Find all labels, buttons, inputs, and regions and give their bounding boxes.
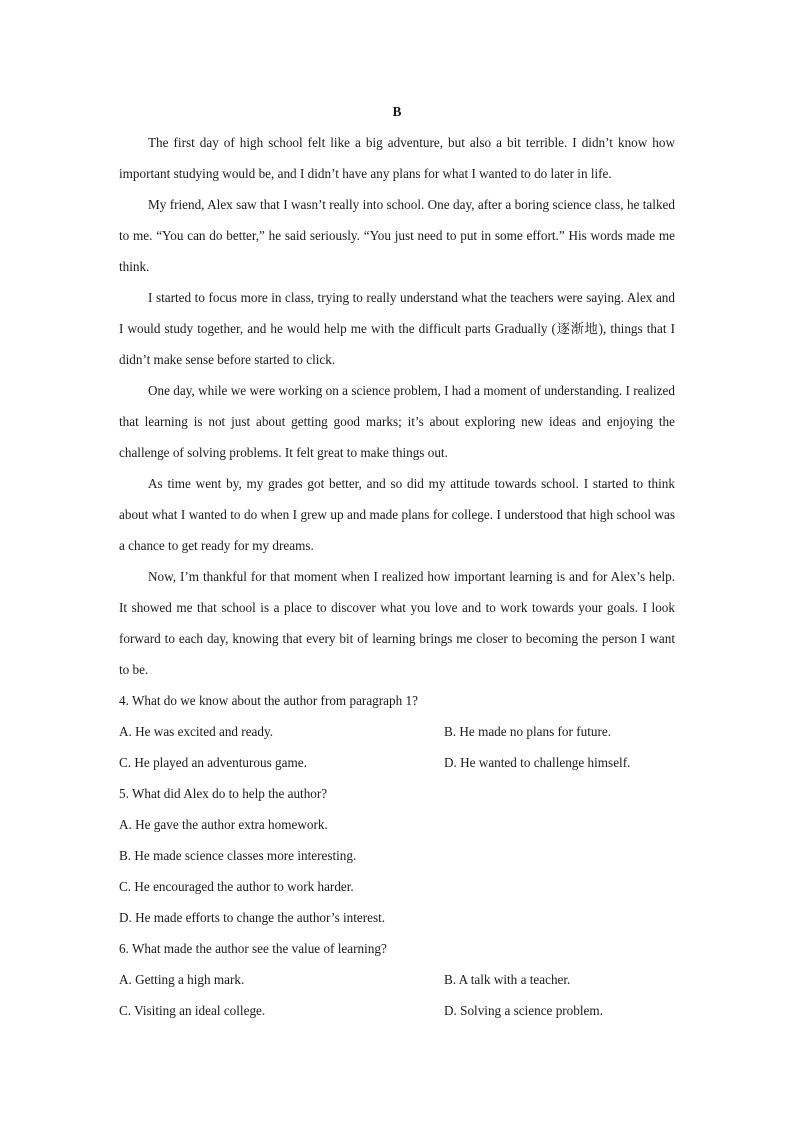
option-b: B. He made science classes more interesting. bbox=[119, 848, 357, 863]
question-stem: 6. What made the author see the value of learning? bbox=[119, 941, 387, 956]
option-a: A. He gave the author extra homework. bbox=[119, 817, 328, 832]
section-title: B bbox=[392, 104, 402, 119]
question-4 bbox=[119, 685, 675, 778]
document-page bbox=[119, 96, 675, 1026]
options-row bbox=[119, 995, 675, 1026]
option-b: B. He made no plans for future. bbox=[444, 724, 611, 739]
question-stem: 5. What did Alex do to help the author? bbox=[119, 786, 328, 801]
option-d: D. Solving a science problem. bbox=[444, 1003, 603, 1018]
paragraph-2: My friend, Alex saw that I wasn’t really into school. One day, after a boring science class, he talked to me. “You can do better,” he said seriously. “You just need to put in some effort.” His words made me think. bbox=[119, 197, 675, 274]
option-c: C. Visiting an ideal college. bbox=[119, 1003, 266, 1018]
question-stem: 4. What do we know about the author from paragraph 1? bbox=[119, 693, 418, 708]
options-row bbox=[119, 747, 675, 778]
question-6 bbox=[119, 933, 675, 1026]
option-a: A. Getting a high mark. bbox=[119, 972, 245, 987]
options-row bbox=[119, 964, 675, 995]
options-row bbox=[119, 716, 675, 747]
paragraph-3: I started to focus more in class, trying to really understand what the teachers were saying. Alex and I would study together, and he would help me with the difficult parts Gradually (逐渐地), things that I didn’t make sense before started to click. bbox=[119, 290, 675, 367]
paragraph-5: As time went by, my grades got better, and so did my attitude towards school. I started to think about what I wanted to do when I grew up and made plans for college. I understood that high school was a chance to get ready for my dreams. bbox=[119, 476, 675, 553]
option-d: D. He made efforts to change the author’s interest. bbox=[119, 910, 386, 925]
option-a: A. He was excited and ready. bbox=[119, 724, 274, 739]
option-b: B. A talk with a teacher. bbox=[444, 972, 571, 987]
paragraph-4: One day, while we were working on a science problem, I had a moment of understanding. I realized that learning is not just about getting good marks; it’s about exploring new ideas and enjoying the challenge of solving problems. It felt great to make things out. bbox=[119, 383, 675, 460]
paragraph-1: The first day of high school felt like a big adventure, but also a bit terrible. I didn’t know how important studying would be, and I didn’t have any plans for what I wanted to do later in life. bbox=[119, 135, 675, 181]
paragraph-6: Now, I’m thankful for that moment when I realized how important learning is and for Alex’s help. It showed me that school is a place to discover what you love and to work towards your goals. I look forward to each day, knowing that every bit of learning brings me closer to becoming the person I want to be. bbox=[119, 569, 675, 677]
option-c: C. He played an adventurous game. bbox=[119, 755, 307, 770]
option-c: C. He encouraged the author to work harder. bbox=[119, 879, 354, 894]
option-d: D. He wanted to challenge himself. bbox=[444, 755, 631, 770]
question-5 bbox=[119, 778, 675, 933]
